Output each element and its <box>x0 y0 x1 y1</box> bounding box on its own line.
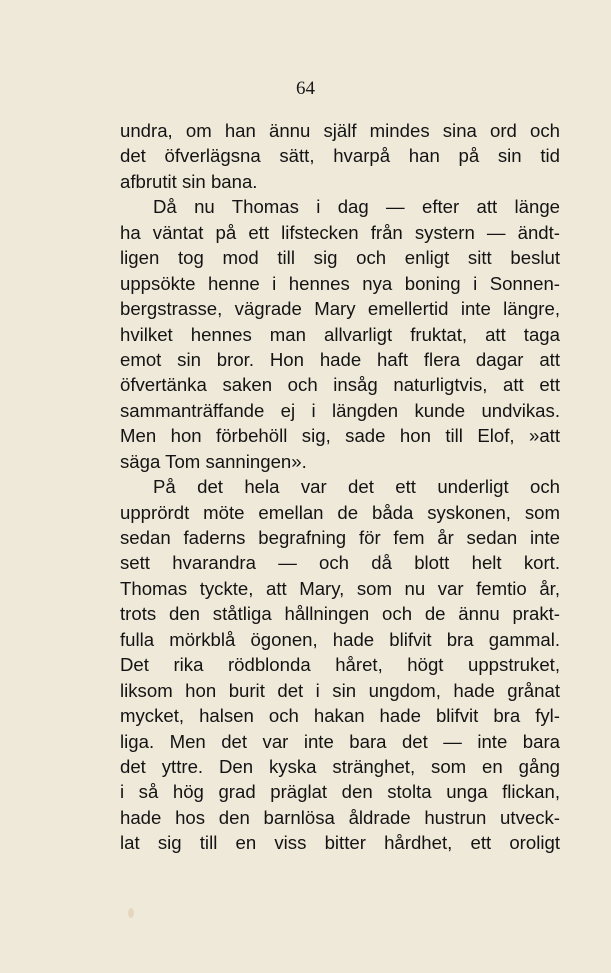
text-line: upprördt möte emellan de båda syskonen, som <box>120 501 560 523</box>
text-line: ligen tog mod till sig och enligt sitt beslut <box>120 247 560 269</box>
text-line: trots den ståtliga hållningen och de ännu prakt- <box>120 603 560 625</box>
text-line: På det hela var det ett underligt och <box>153 476 560 498</box>
text-line: Thomas tyckte, att Mary, som nu var femtio år, <box>120 577 560 599</box>
text-line: Då nu Thomas i dag — efter att länge <box>153 196 560 218</box>
text-line: liksom hon burit det i sin ungdom, hade grånat <box>120 679 560 701</box>
text-line: i så hög grad präglat den stolta unga flickan, <box>120 781 560 803</box>
text-line: liga. Men det var inte bara det — inte bara <box>120 730 560 752</box>
text-line: sammanträffande ej i längden kunde undvikas. <box>120 399 560 421</box>
text-line: bergstrasse, vägrade Mary emellertid inte längre, <box>120 298 560 320</box>
text-line: sett hvarandra — och då blott helt kort. <box>120 552 560 574</box>
text-line: undra, om han ännu själf mindes sina ord och <box>120 120 560 141</box>
paper-stain <box>128 908 134 918</box>
text-line: lat sig till en viss bitter hårdhet, ett oroligt <box>120 832 560 854</box>
text-line: emot sin bror. Hon hade haft flera dagar att <box>120 348 560 370</box>
text-line: uppsökte henne i hennes nya boning i Sonnen- <box>120 272 560 294</box>
text-line: Det rika rödblonda håret, högt uppstruket, <box>120 654 560 676</box>
text-line: sedan faderns begrafning för fem år sedan inte <box>120 527 560 548</box>
text-line: fulla mörkblå ögonen, hade blifvit bra gammal. <box>120 628 560 650</box>
text-line: ha väntat på ett lifstecken från systern — ändt- <box>120 221 560 243</box>
text-line: Men hon förbehöll sig, sade hon till Elof, »att <box>120 425 560 447</box>
text-line: mycket, halsen och hakan hade blifvit bra fyl- <box>120 705 560 727</box>
text-line: hvilket hennes man allvarligt fruktat, att taga <box>120 323 560 345</box>
text-line: hade hos den barnlösa åldrade hustrun utveck- <box>120 806 560 828</box>
page-number: 64 <box>296 78 315 99</box>
text-line: det öfverlägsna sätt, hvarpå han på sin tid <box>120 145 560 167</box>
body-text <box>120 118 560 856</box>
text-line: öfvertänka saken och insåg naturligtvis, att ett <box>120 374 560 396</box>
text-line: säga Tom sanningen». <box>120 450 307 472</box>
text-line: det yttre. Den kyska stränghet, som en gång <box>120 755 560 777</box>
text-line: afbrutit sin bana. <box>120 170 258 192</box>
